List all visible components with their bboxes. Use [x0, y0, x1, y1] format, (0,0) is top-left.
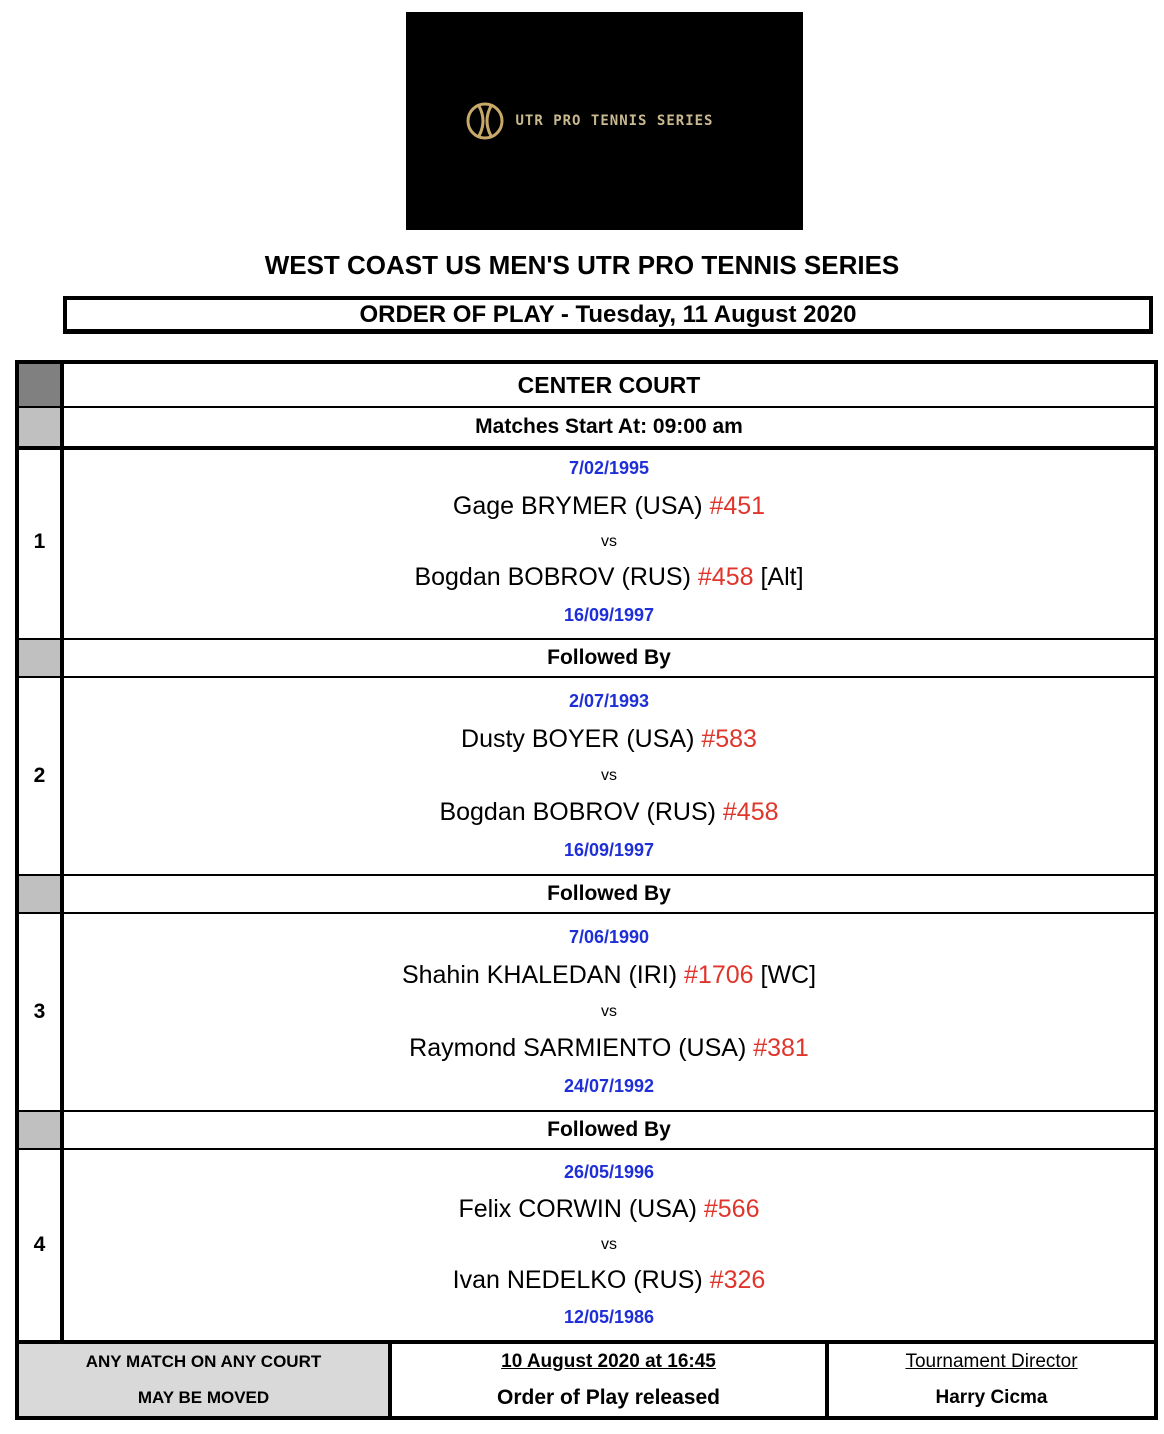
match-number: 1 [19, 446, 64, 638]
followed-by-row [19, 640, 1154, 678]
player1-name: Shahin KHALEDAN (IRI) [401, 960, 678, 989]
player1-name: Gage BRYMER (USA) [452, 491, 703, 520]
player2-rank: #458 [722, 798, 779, 827]
start-time-row [19, 408, 1154, 450]
player2-dob: 16/09/1997 [563, 604, 655, 625]
player2-rank: #326 [709, 1266, 766, 1294]
player1-name: Felix CORWIN (USA) [458, 1195, 697, 1223]
series-title: WEST COAST US MEN'S UTR PRO TENNIS SERIES [264, 250, 900, 280]
row-marker [19, 364, 64, 406]
versus-label: vs [601, 766, 617, 784]
match-row [19, 914, 1154, 1112]
player1-dob: 26/05/1996 [563, 1162, 655, 1182]
player2-rank: #458 [697, 563, 754, 592]
court-name: CENTER COURT [517, 371, 701, 398]
match-row [19, 678, 1154, 876]
director-name: Harry Cicma [935, 1387, 1048, 1408]
player1-dob: 7/06/1990 [568, 926, 650, 947]
player2 [453, 1266, 766, 1295]
footer [19, 1340, 1154, 1416]
followed-by-label: Followed By [547, 882, 671, 905]
player1-tag: [WC] [760, 960, 817, 989]
player1-rank: #566 [703, 1195, 760, 1223]
match-cell [64, 1150, 1154, 1340]
versus-label: vs [601, 1236, 617, 1253]
start-time: Matches Start At: 09:00 am [475, 415, 743, 438]
player2-name: Bogdan BOBROV (RUS) [414, 563, 691, 592]
followed-by-row [19, 876, 1154, 914]
player2-dob: 16/09/1997 [563, 840, 655, 861]
player2-dob: 24/07/1992 [563, 1076, 655, 1097]
row-marker [19, 1112, 64, 1148]
row-marker [19, 876, 64, 912]
player2-name: Ivan NEDELKO (RUS) [452, 1266, 703, 1294]
versus-label: vs [601, 1002, 617, 1020]
order-of-play-title: ORDER OF PLAY - Tuesday, 11 August 2020 [63, 296, 1153, 334]
player2-tag: [Alt] [760, 563, 804, 592]
match-number: 2 [19, 678, 64, 874]
versus-label: vs [601, 532, 617, 550]
match-number: 4 [19, 1150, 64, 1340]
move-notice [19, 1344, 392, 1416]
match-cell [64, 678, 1154, 874]
tournament-director [829, 1344, 1154, 1416]
match-number: 3 [19, 914, 64, 1110]
player2-rank: #381 [753, 1034, 809, 1063]
player2-dob: 12/05/1986 [563, 1307, 655, 1327]
release-info [392, 1344, 829, 1416]
schedule-table [15, 360, 1158, 1420]
player2 [409, 1034, 809, 1063]
player2-name: Raymond SARMIENTO (USA) [409, 1034, 747, 1063]
player1 [461, 725, 757, 754]
match-row [19, 446, 1154, 640]
player1-dob: 7/02/1995 [568, 458, 650, 479]
logo [406, 12, 803, 230]
followed-by-label: Followed By [547, 646, 671, 669]
match-cell [64, 446, 1154, 638]
player2 [439, 798, 778, 827]
player1 [458, 1195, 759, 1224]
release-date: 10 August 2020 at 16:45 [501, 1350, 716, 1372]
player1 [453, 492, 765, 521]
match-row [19, 1150, 1154, 1340]
player1 [402, 961, 816, 990]
row-marker [19, 640, 64, 676]
player2 [414, 563, 803, 592]
player1-rank: #1706 [684, 960, 754, 989]
player1-rank: #451 [709, 491, 766, 520]
player1-rank: #583 [701, 724, 757, 753]
tennis-ball-icon [465, 101, 505, 141]
player1-dob: 2/07/1993 [568, 690, 650, 711]
court-header-row [19, 364, 1154, 408]
row-marker [19, 408, 64, 446]
release-label: Order of Play released [497, 1385, 720, 1409]
followed-by-label: Followed By [547, 1118, 671, 1141]
move-notice-line2: MAY BE MOVED [137, 1388, 270, 1407]
followed-by-row [19, 1112, 1154, 1150]
move-notice-line1: ANY MATCH ON ANY COURT [85, 1352, 322, 1371]
player2-name: Bogdan BOBROV (RUS) [439, 798, 716, 827]
director-label: Tournament Director [905, 1351, 1078, 1372]
match-cell [64, 914, 1154, 1110]
logo-text: UTR PRO TENNIS SERIES [515, 113, 714, 129]
player1-name: Dusty BOYER (USA) [461, 724, 695, 753]
